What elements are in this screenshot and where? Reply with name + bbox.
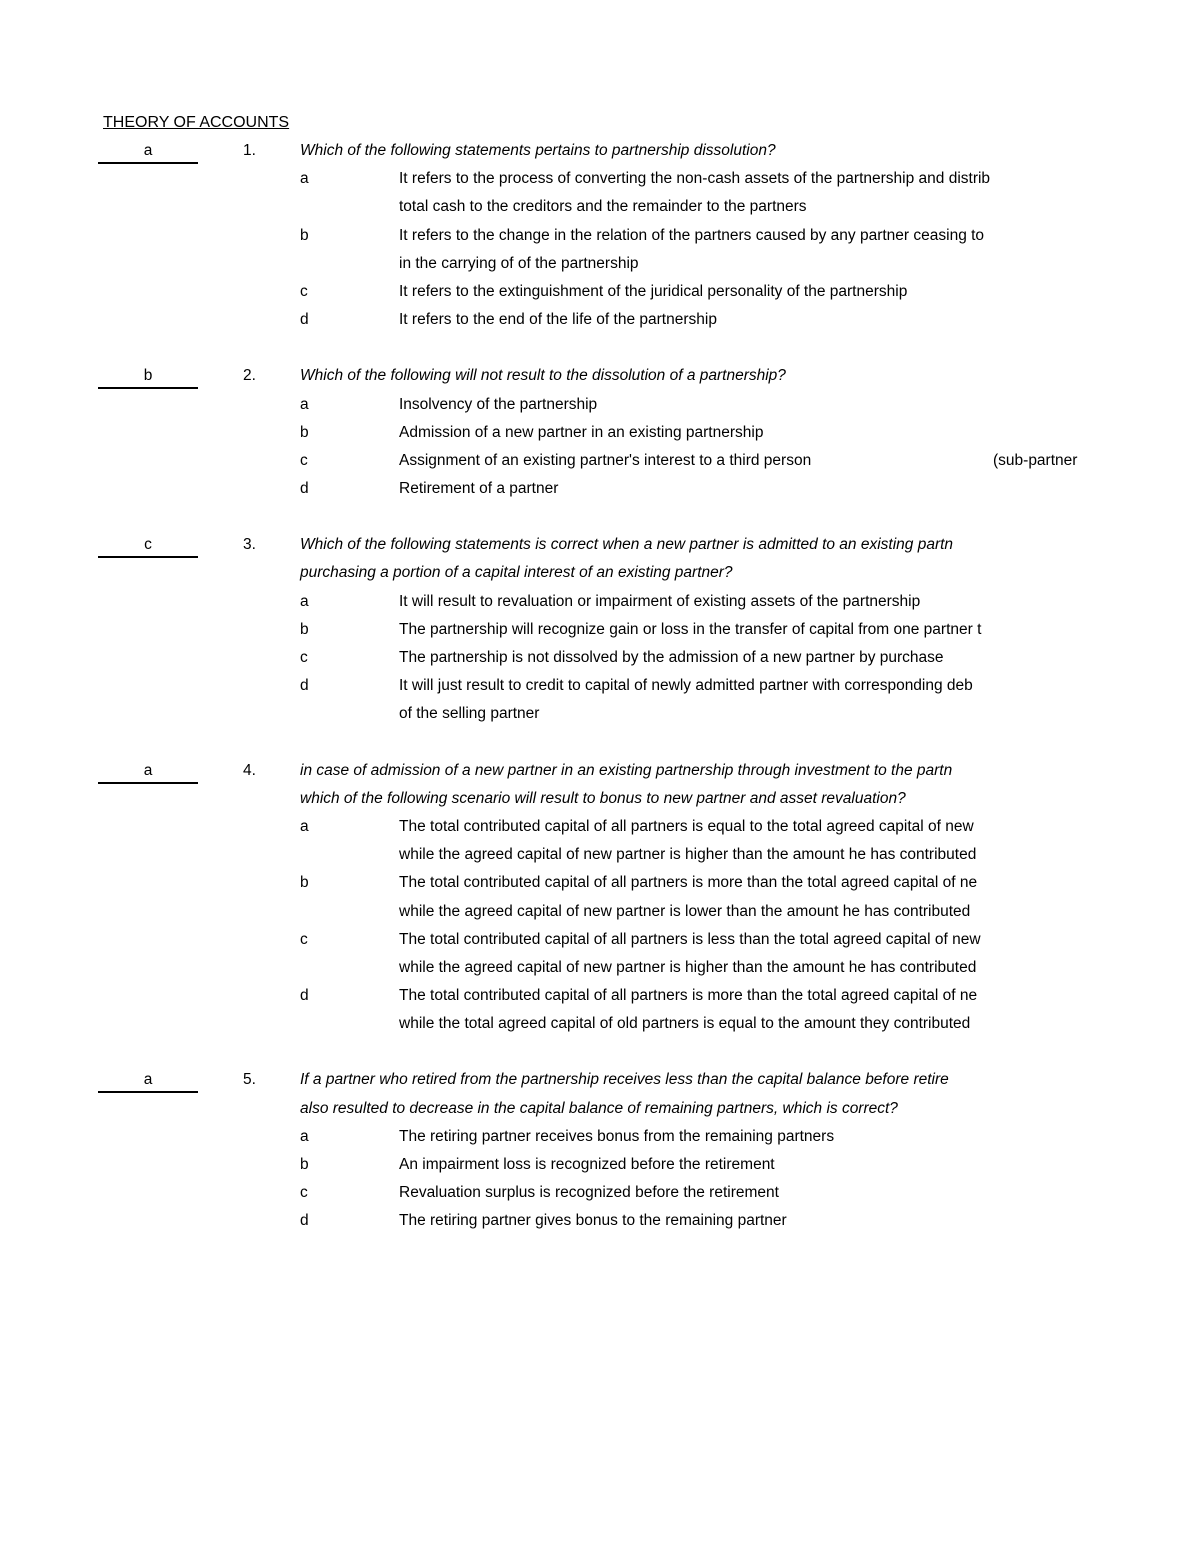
option-letter: c	[300, 649, 308, 666]
option-text: The total contributed capital of all partners is more than the total agreed capital of ne	[399, 874, 978, 892]
answer-key: a	[98, 140, 198, 164]
option-row	[0, 591, 1090, 619]
option-row	[0, 1013, 1090, 1041]
option-letter: d	[300, 987, 309, 1005]
option-text: Assignment of an existing partner's interest to a third person	[399, 451, 812, 469]
question-row	[0, 788, 1090, 816]
option-text: while the total agreed capital of old partners is equal to the amount they contributed	[399, 1015, 971, 1033]
option-letter: b	[300, 226, 309, 244]
option-text: It refers to the process of converting the non-cash assets of the partnership and distrib	[399, 170, 991, 188]
answer-key: c	[98, 534, 198, 558]
question-text: Which of the following statements pertains to partnership dissolution?	[300, 142, 776, 159]
option-row	[0, 196, 1090, 224]
answer-key: a	[98, 1069, 198, 1093]
option-letter: b	[300, 1156, 309, 1173]
option-text: The partnership is not dissolved by the admission of a new partner by purchase	[399, 649, 944, 666]
question-text: which of the following scenario will result to bonus to new partner and asset revaluation?	[300, 789, 906, 807]
option-text: The retiring partner receives bonus from the remaining partners	[399, 1127, 835, 1145]
option-letter: c	[300, 451, 308, 469]
question-row	[0, 760, 1090, 788]
option-text: The total contributed capital of all partners is more than the total agreed capital of ne	[399, 987, 978, 1005]
question-block	[0, 140, 1090, 337]
option-letter: c	[300, 1184, 308, 1202]
question-text: purchasing a portion of a capital interest of an existing partner?	[300, 564, 733, 582]
option-letter: b	[300, 423, 309, 441]
question-number: 3.	[243, 536, 256, 554]
option-letter: d	[300, 480, 309, 498]
option-letter: d	[300, 311, 309, 329]
option-letter: b	[300, 620, 309, 638]
option-text: An impairment loss is recognized before the retirement	[399, 1156, 775, 1173]
option-text: The total contributed capital of all partners is less than the total agreed capital of new	[399, 930, 981, 948]
question-text: If a partner who retired from the partnership receives less than the capital balance before retire	[300, 1071, 949, 1089]
option-row	[0, 450, 1090, 478]
question-block	[0, 760, 1090, 1042]
option-row	[0, 844, 1090, 872]
option-row	[0, 985, 1090, 1013]
question-block	[0, 1069, 1090, 1238]
question-number: 2.	[243, 367, 256, 385]
option-row	[0, 168, 1090, 196]
option-row	[0, 675, 1090, 703]
option-row	[0, 225, 1090, 253]
answer-key: b	[98, 365, 198, 389]
option-text: Retirement of a partner	[399, 480, 559, 498]
option-text: while the agreed capital of new partner is higher than the amount he has contributed	[399, 846, 977, 864]
question-number: 4.	[243, 761, 256, 779]
option-text: while the agreed capital of new partner is higher than the amount he has contributed	[399, 958, 977, 976]
option-text: It will just result to credit to capital of newly admitted partner with corresponding deb	[399, 677, 973, 695]
option-text: It refers to the change in the relation of the partners caused by any partner ceasing to	[399, 226, 985, 244]
option-note: (sub-partner	[993, 451, 1078, 469]
option-letter: a	[300, 1127, 309, 1145]
option-text: while the agreed capital of new partner is lower than the amount he has contributed	[399, 902, 971, 920]
option-row	[0, 309, 1090, 337]
option-row	[0, 422, 1090, 450]
option-row	[0, 619, 1090, 647]
option-row	[0, 703, 1090, 731]
option-letter: a	[300, 817, 309, 835]
option-text: It will result to revaluation or impairment of existing assets of the partnership	[399, 592, 921, 610]
question-row	[0, 1098, 1090, 1126]
option-letter: c	[300, 282, 308, 300]
answer-key: a	[98, 760, 198, 784]
option-letter: a	[300, 592, 309, 610]
question-number: 5.	[243, 1071, 256, 1089]
option-row	[0, 872, 1090, 900]
option-row	[0, 253, 1090, 281]
option-letter: d	[300, 1212, 309, 1230]
question-row	[0, 1069, 1090, 1097]
question-row	[0, 562, 1090, 590]
question-row	[0, 140, 1090, 168]
option-row	[0, 281, 1090, 309]
option-row	[0, 1126, 1090, 1154]
option-text: Admission of a new partner in an existing partnership	[399, 423, 764, 441]
option-text: of the selling partner	[399, 705, 540, 723]
question-row	[0, 534, 1090, 562]
question-text: also resulted to decrease in the capital balance of remaining partners, which is correct?	[300, 1099, 898, 1117]
option-letter: a	[300, 395, 309, 413]
option-text: The partnership will recognize gain or loss in the transfer of capital from one partner t	[399, 620, 982, 638]
option-text: total cash to the creditors and the remainder to the partners	[399, 198, 807, 216]
option-row	[0, 478, 1090, 506]
option-text: The total contributed capital of all partners is equal to the total agreed capital of new	[399, 817, 974, 835]
option-letter: c	[300, 930, 308, 948]
option-text: Revaluation surplus is recognized before the retirement	[399, 1184, 779, 1202]
option-row	[0, 394, 1090, 422]
option-text: It refers to the extinguishment of the juridical personality of the partnership	[399, 282, 908, 300]
option-text: The retiring partner gives bonus to the remaining partner	[399, 1212, 787, 1230]
option-letter: d	[300, 677, 309, 695]
option-row	[0, 929, 1090, 957]
option-text: Insolvency of the partnership	[399, 395, 598, 413]
option-letter: b	[300, 874, 309, 892]
option-row	[0, 1182, 1090, 1210]
question-text: Which of the following will not result to the dissolution of a partnership?	[300, 367, 786, 385]
question-text: in case of admission of a new partner in an existing partnership through investment to the partn	[300, 761, 953, 779]
option-letter: a	[300, 170, 309, 188]
option-row	[0, 647, 1090, 675]
question-row	[0, 365, 1090, 393]
option-row	[0, 1210, 1090, 1238]
option-row	[0, 901, 1090, 929]
option-row	[0, 957, 1090, 985]
question-text: Which of the following statements is correct when a new partner is admitted to an existing partn	[300, 536, 954, 554]
question-block	[0, 365, 1090, 506]
question-list	[0, 140, 1090, 1267]
option-text: It refers to the end of the life of the partnership	[399, 311, 717, 329]
option-row	[0, 1154, 1090, 1182]
option-row	[0, 816, 1090, 844]
question-number: 1.	[243, 142, 256, 159]
option-text: in the carrying of of the partnership	[399, 254, 639, 272]
page-title: THEORY OF ACCOUNTS	[103, 114, 290, 131]
question-block	[0, 534, 1090, 731]
